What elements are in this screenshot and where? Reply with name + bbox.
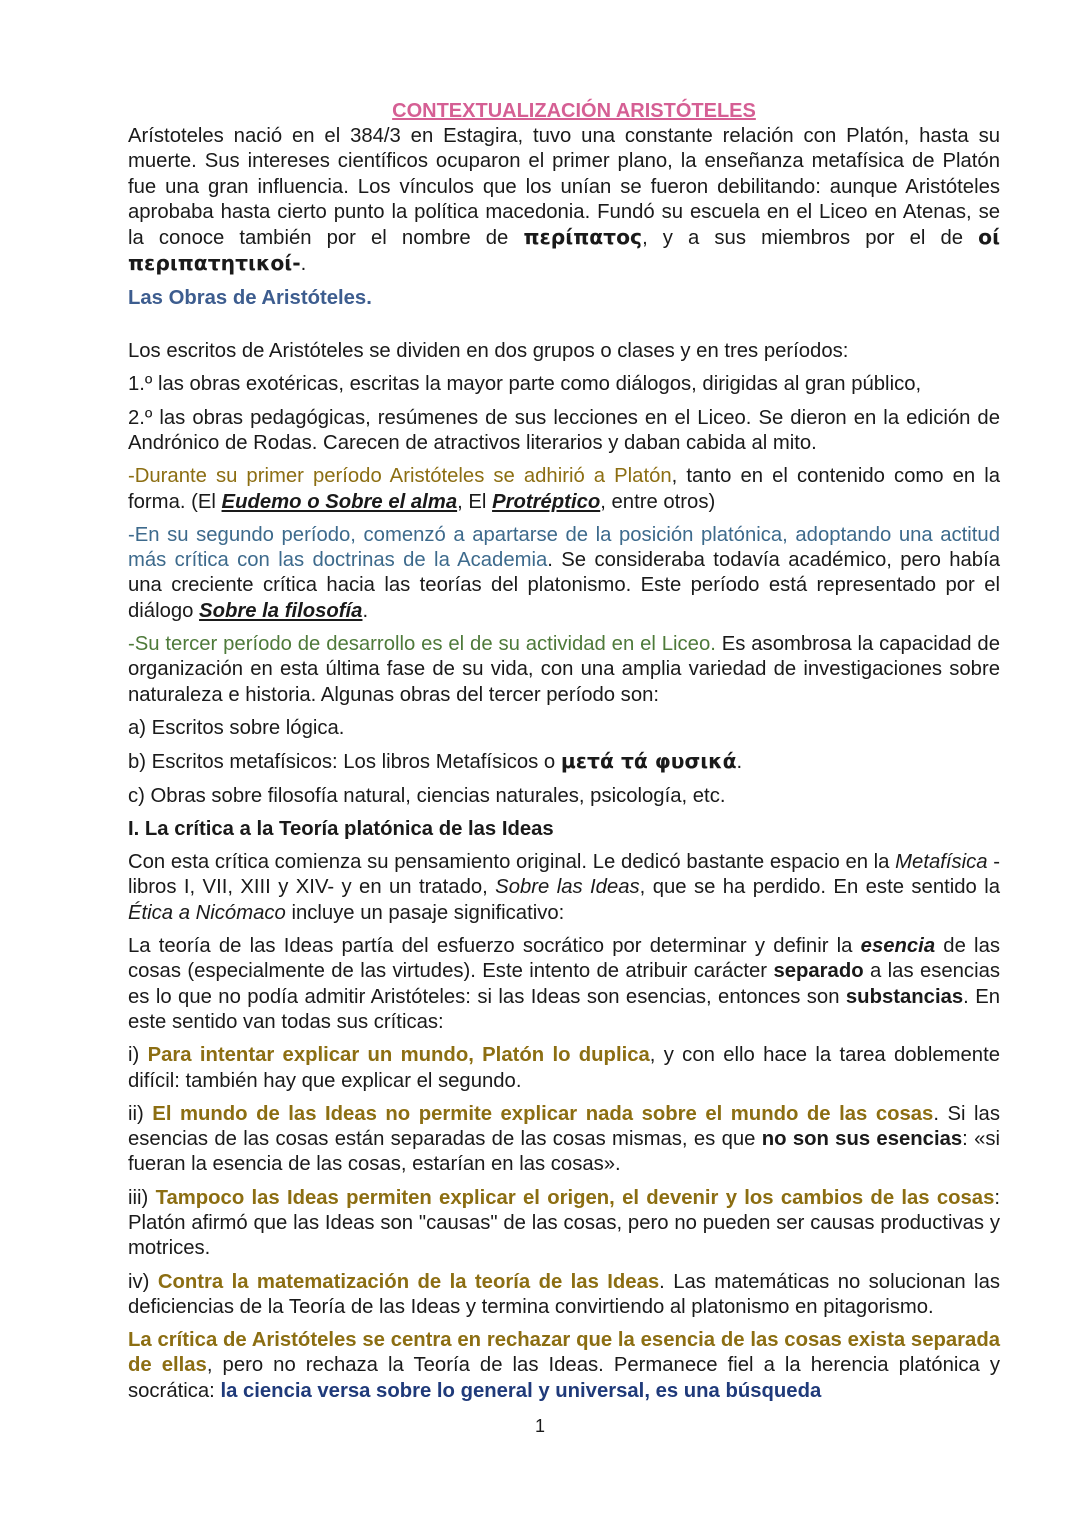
list-item-a: a) Escritos sobre lógica. xyxy=(128,716,345,739)
document-title: CONTEXTUALIZACIÓN ARISTÓTELES xyxy=(392,100,756,122)
list-item-b xyxy=(128,749,1000,775)
obras-intro: Los escritos de Aristóteles se dividen en dos grupos o clases y en tres períodos: xyxy=(128,340,849,363)
critica-intro-paragraph xyxy=(128,850,1000,926)
text: b) Escritos metafísicos: Los libros Metafísicos o xyxy=(128,751,561,774)
term-no-son-sus-esencias: no son sus esencias xyxy=(761,1128,963,1151)
term-substancias: substancias xyxy=(845,985,964,1008)
period-2-paragraph xyxy=(128,523,1000,624)
list-marker: ii) xyxy=(128,1102,153,1125)
text: , y con ello hace la tarea doblemente difícil: también hay que explicar el segundo. xyxy=(128,1044,1000,1092)
critique-iv-highlight: Contra la matematización de la teoría de las Ideas xyxy=(157,1270,660,1293)
term-separado: separado xyxy=(773,960,864,983)
list-marker: i) xyxy=(128,1044,148,1067)
text: . En este sentido van todas sus críticas: xyxy=(128,985,1001,1033)
text: , entre otros) xyxy=(600,490,716,513)
critica-conclusion xyxy=(128,1328,1000,1404)
period-1-paragraph xyxy=(128,464,1000,515)
greek-term-peripatos: περίπατος xyxy=(523,225,643,250)
conclusion-emphasis: la ciencia versa sobre lo general y universal, es una búsqueda xyxy=(220,1379,822,1402)
critique-i-highlight: Para intentar explicar un mundo, Platón lo duplica xyxy=(147,1044,650,1067)
greek-term-peripatetikoi: οί περιπατητικοί- xyxy=(128,225,1000,276)
obras-item-2: 2.º las obras pedagógicas, resúmenes de sus lecciones en el Liceo. Se dieron en la edición de Andrónico de Rodas. Carecen de atractivos literarios y daban cabida al mito. xyxy=(128,406,1000,454)
text: : «si fueran la esencia de las cosas, estarían en las cosas». xyxy=(128,1128,1001,1176)
text: La teoría de las Ideas partía del esfuerzo socrático por determinar y definir la xyxy=(128,935,861,958)
text: -libros I, VII, XIII y XIV- y en un tratado, xyxy=(128,851,1001,899)
period-2-highlight: -En su segundo período, comenzó a apartarse de la posición platónica, adoptando una actitud más crítica con las doctrinas de la Academia xyxy=(128,523,1000,572)
obras-item-1: 1.º las obras exotéricas, escritas la mayor parte como diálogos, dirigidas al gran público, xyxy=(128,373,922,396)
work-title-eudemo: Eudemo o Sobre el alma xyxy=(221,490,458,513)
intro-text: , y a sus miembros por el de xyxy=(642,227,979,250)
text: : Platón afirmó que las Ideas son "causas" de las cosas, pero no pueden ser causas productivas y motrices. xyxy=(128,1186,1001,1260)
section-heading-obras: Las Obras de Aristóteles. xyxy=(128,286,372,309)
text: , que se ha perdido. En este sentido la xyxy=(639,876,1000,899)
work-title-metafisica: Metafísica xyxy=(895,851,988,874)
text: . Las matemáticas no solucionan las deficiencias de la Teoría de las Ideas y termina convirtiendo al platonismo en pitagorismo. xyxy=(128,1270,1000,1318)
page-number: 1 xyxy=(534,1416,545,1436)
list-item-c: c) Obras sobre filosofía natural, ciencias naturales, psicología, etc. xyxy=(128,784,726,807)
teoria-ideas-paragraph xyxy=(128,934,1000,1035)
text: . xyxy=(736,751,743,774)
section-heading-critica: I. La crítica a la Teoría platónica de las Ideas xyxy=(128,817,554,840)
conclusion-highlight: La crítica de Aristóteles se centra en rechazar que la esencia de las cosas exista separada de ellas xyxy=(128,1329,1000,1377)
term-esencia: esencia xyxy=(860,935,936,958)
intro-paragraph xyxy=(128,124,1000,278)
greek-term-meta-ta-physika: μετά τά φυσικά xyxy=(560,749,737,774)
period-3-paragraph xyxy=(128,632,1000,708)
critique-iii-highlight: Tampoco las Ideas permiten explicar el origen, el devenir y los cambios de las cosas xyxy=(155,1186,995,1209)
intro-text: . xyxy=(300,253,307,276)
critique-iii xyxy=(128,1186,1000,1262)
work-title-etica: Ética a Nicómaco xyxy=(128,901,286,924)
intro-text: Arístoteles nació en el 384/3 en Estagira, tuvo una constante relación con Platón, hasta su muerte. Sus intereses científicos ocuparon el primer plano, la enseñanza metafísica de Platón fue una gran influencia. Los vínculos que los unían se fueron debilitando: aunque Aristóteles aprobaba hasta cierto punto la política macedonia. Fundó su escuela en el Liceo en Atenas, se la conoce también por el nombre de xyxy=(128,125,1000,250)
work-title-sobre-la-filosofia: Sobre la filosofía xyxy=(199,599,363,622)
text: , pero no rechaza la Teoría de las Ideas. Permanece fiel a la herencia platónica y socrática: xyxy=(128,1354,1000,1402)
text: , tanto en el contenido como en la forma. (El xyxy=(128,465,1000,513)
critique-i xyxy=(128,1043,1000,1094)
text: . Si las esencias de las cosas están separadas de las cosas mismas, es que xyxy=(128,1102,1000,1151)
spacer xyxy=(128,319,1000,339)
critique-iv xyxy=(128,1270,1000,1321)
work-title-protreptico: Protréptico xyxy=(492,490,601,513)
text: . xyxy=(362,599,369,622)
critique-ii xyxy=(128,1102,1000,1178)
period-3-highlight: -Su tercer período de desarrollo es el de su actividad en el Liceo. xyxy=(128,633,716,656)
text: de las cosas (especialmente de las virtudes). Este intento de atribuir carácter xyxy=(128,935,1000,983)
list-marker: iii) xyxy=(128,1186,156,1209)
work-title-sobre-las-ideas: Sobre las Ideas xyxy=(495,876,640,899)
text: a las esencias es lo que no podía admitir Aristóteles: si las Ideas son esencias, entonces son xyxy=(128,960,1000,1008)
text: Con esta crítica comienza su pensamiento original. Le dedicó bastante espacio en la xyxy=(128,851,896,874)
text: Es asombrosa la capacidad de organización en esta última fase de su vida, con una amplia variedad de investigaciones sobre naturaleza e historia. Algunas obras del tercer período son: xyxy=(128,633,1000,706)
text: incluye un pasaje significativo: xyxy=(285,901,565,924)
list-marker: iv) xyxy=(128,1270,158,1293)
period-1-highlight: -Durante su primer período Aristóteles se adhirió a Platón xyxy=(128,465,672,488)
critique-ii-highlight: El mundo de las Ideas no permite explicar nada sobre el mundo de las cosas xyxy=(152,1102,934,1125)
text: . Se consideraba todavía académico, pero había una creciente crítica hacia las teorías del platonismo. Este período está representado por el diálogo xyxy=(128,549,1000,622)
text: , El xyxy=(457,490,493,513)
